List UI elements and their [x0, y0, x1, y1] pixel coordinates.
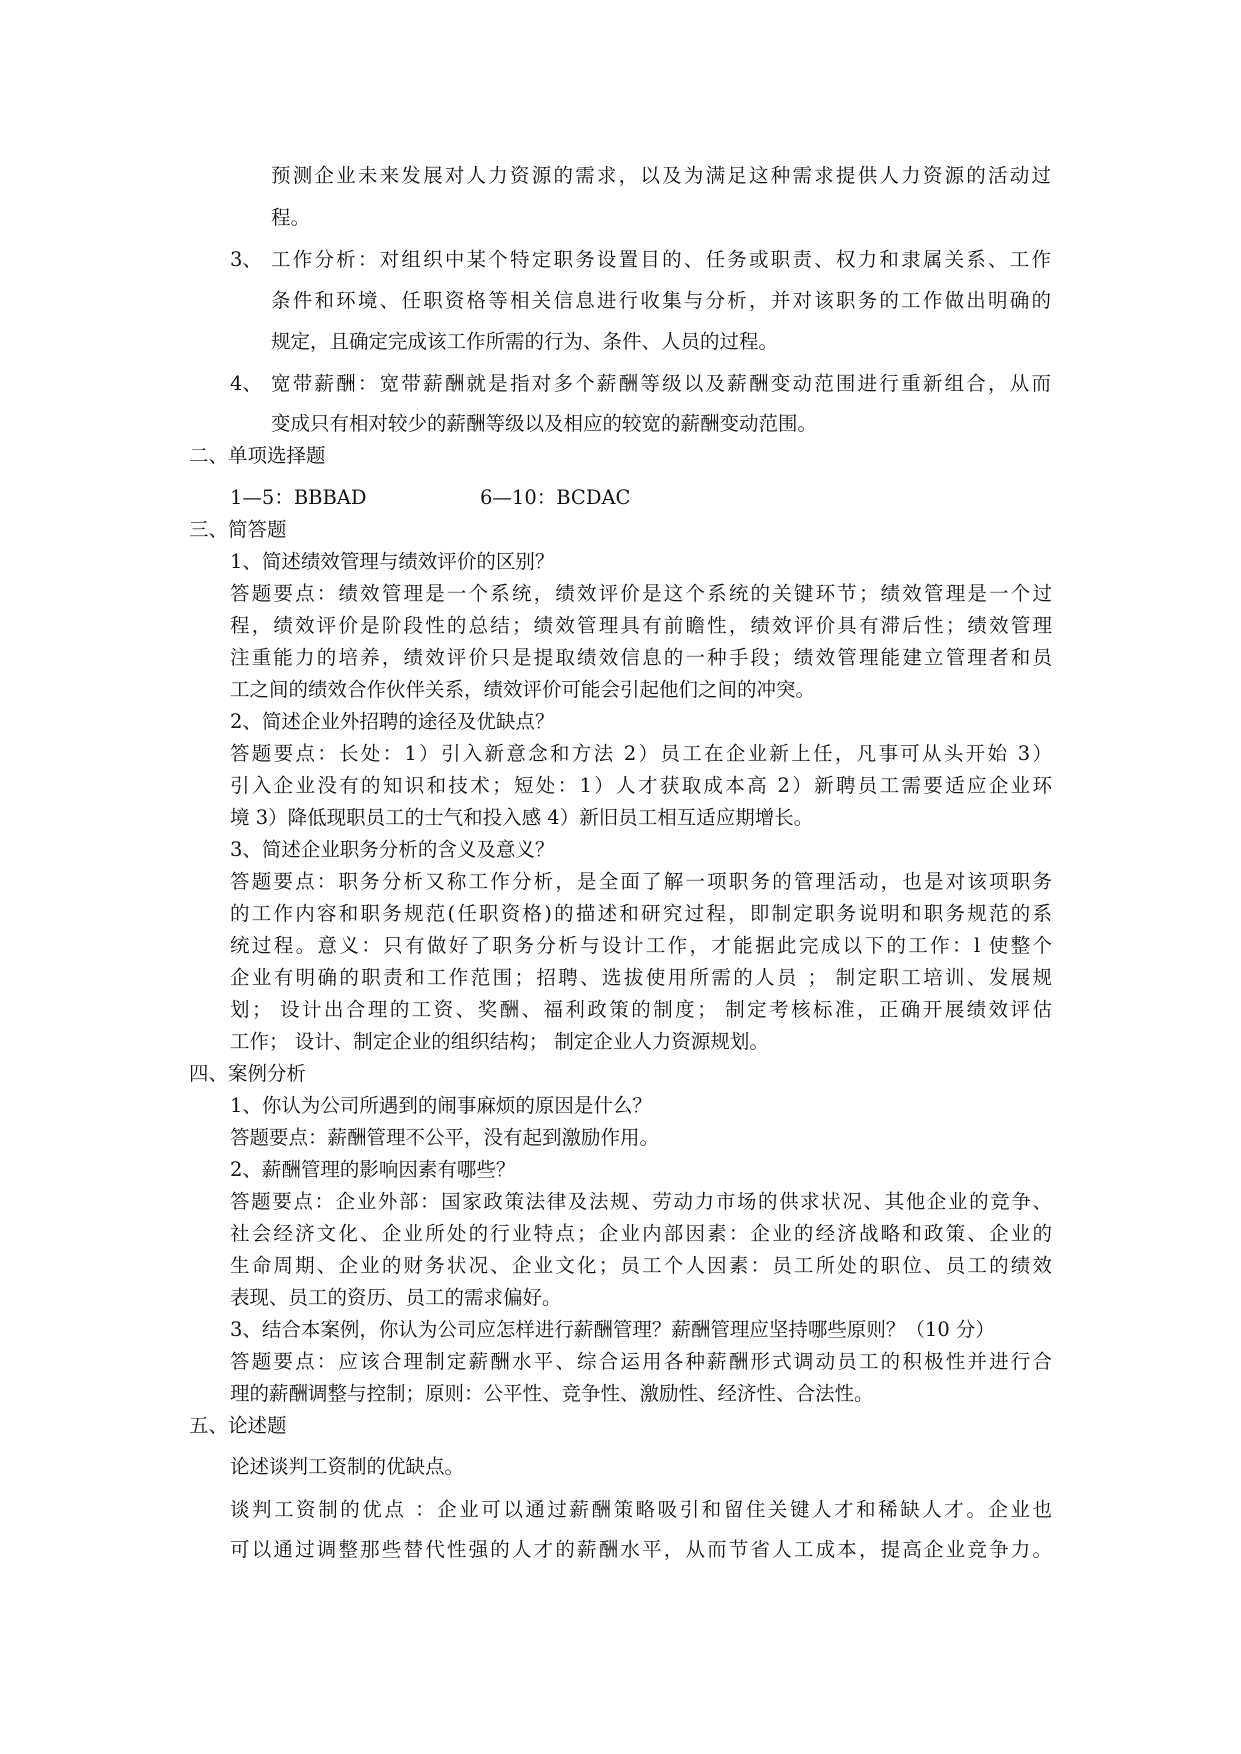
- definition-text: 规定，且确定完成该工作所需的行为、条件、人员的过程。: [271, 330, 779, 353]
- definition-text: 工作分析：对组织中某个特定职务设置目的、任务或职责、权力和隶属关系、工作: [271, 248, 1051, 271]
- answer-text: 注重能力的培养，绩效评价只是提取绩效信息的一种手段；绩效管理能建立管理者和员: [230, 646, 1052, 669]
- answer-text: 答题要点：应该合理制定薪酬水平、综合运用各种薪酬形式调动员工的积极性并进行合: [230, 1350, 1052, 1373]
- section-heading: 四、案例分析: [189, 1062, 307, 1085]
- definition-text: 条件和环境、任职资格等相关信息进行收集与分析，并对该职务的工作做出明确的: [271, 289, 1051, 312]
- answer-text: 答题要点：薪酬管理不公平，没有起到激励作用。: [230, 1126, 660, 1149]
- definition-text: 预测企业未来发展对人力资源的需求，以及为满足这种需求提供人力资源的活动过: [271, 164, 1051, 187]
- section-heading: 二、单项选择题: [189, 444, 326, 467]
- section-heading: 三、简答题: [189, 518, 287, 541]
- answer-key: 1—5：BBBAD: [230, 486, 367, 509]
- answer-text: 答题要点：长处：1）引入新意念和方法 2）员工在企业新上任，凡事可从头开始 3）: [230, 742, 1052, 765]
- question: 2、简述企业外招聘的途径及优缺点？: [230, 710, 555, 733]
- answer-text: 理的薪酬调整与控制；原则：公平性、竞争性、激励性、经济性、合法性。: [230, 1382, 874, 1405]
- answer-text: 的工作内容和职务规范(任职资格)的描述和研究过程，即制定职务说明和职务规范的系: [230, 902, 1052, 925]
- answer-text: 企业有明确的职责和工作范围；招聘、选拔使用所需的人员 ； 制定职工培训、发展规: [230, 966, 1052, 989]
- answer-text: 划； 设计出合理的工资、奖酬、福利政策的制度； 制定考核标准，正确开展绩效评估: [230, 998, 1052, 1021]
- answer-text: 生命周期、企业的财务状况、企业文化；员工个人因素：员工所处的职位、员工的绩效: [230, 1254, 1052, 1277]
- question: 1、你认为公司所遇到的闹事麻烦的原因是什么？: [230, 1094, 652, 1117]
- answer-text: 引入企业没有的知识和技术；短处：1）人才获取成本高 2）新聘员工需要适应企业环: [230, 774, 1052, 797]
- answer-text: 表现、员工的资历、员工的需求偏好。: [230, 1286, 562, 1309]
- answer-text: 工之间的绩效合作伙伴关系，绩效评价可能会引起他们之间的冲突。: [230, 678, 816, 701]
- item-number: 4、: [230, 372, 262, 395]
- definition-text: 程。: [271, 206, 311, 229]
- answer-key: 6—10：BCDAC: [480, 486, 631, 509]
- answer-text: 统过程。意义：只有做好了职务分析与设计工作，才能据此完成以下的工作：l 使整个: [230, 934, 1052, 957]
- answer-text: 答题要点：绩效管理是一个系统，绩效评价是这个系统的关键环节；绩效管理是一个过: [230, 582, 1052, 605]
- answer-text: 境 3）降低现职员工的士气和投入感 4）新旧员工相互适应期增长。: [230, 806, 814, 829]
- answer-text: 程，绩效评价是阶段性的总结；绩效管理具有前瞻性，绩效评价具有滞后性；绩效管理: [230, 614, 1052, 637]
- answer-text: 谈判工资制的优点 ：企业可以通过薪酬策略吸引和留住关键人才和稀缺人才。企业也: [230, 1498, 1052, 1521]
- answer-text: 可以通过调整那些替代性强的人才的薪酬水平，从而节省人工成本，提高企业竞争力。: [230, 1538, 1052, 1561]
- question: 3、结合本案例，你认为公司应怎样进行薪酬管理？薪酬管理应坚持哪些原则？（10 分）: [230, 1318, 995, 1341]
- answer-text: 工作； 设计、制定企业的组织结构； 制定企业人力资源规划。: [230, 1030, 769, 1053]
- question: 2、薪酬管理的影响因素有哪些？: [230, 1158, 516, 1181]
- answer-text: 答题要点：企业外部：国家政策法律及法规、劳动力市场的供求状况、其他企业的竞争、: [230, 1190, 1052, 1213]
- question: 1、简述绩效管理与绩效评价的区别？: [230, 550, 555, 573]
- section-heading: 五、论述题: [189, 1414, 287, 1437]
- definition-text: 宽带薪酬：宽带薪酬就是指对多个薪酬等级以及薪酬变动范围进行重新组合，从而: [271, 372, 1051, 395]
- answer-text: 社会经济文化、企业所处的行业特点；企业内部因素：企业的经济战略和政策、企业的: [230, 1222, 1052, 1245]
- answer-text: 答题要点：职务分析又称工作分析，是全面了解一项职务的管理活动，也是对该项职务: [230, 870, 1052, 893]
- definition-text: 变成只有相对较少的薪酬等级以及相应的较宽的薪酬变动范围。: [271, 412, 818, 435]
- question: 论述谈判工资制的优缺点。: [230, 1455, 465, 1478]
- question: 3、简述企业职务分析的含义及意义？: [230, 838, 555, 861]
- item-number: 3、: [230, 248, 262, 271]
